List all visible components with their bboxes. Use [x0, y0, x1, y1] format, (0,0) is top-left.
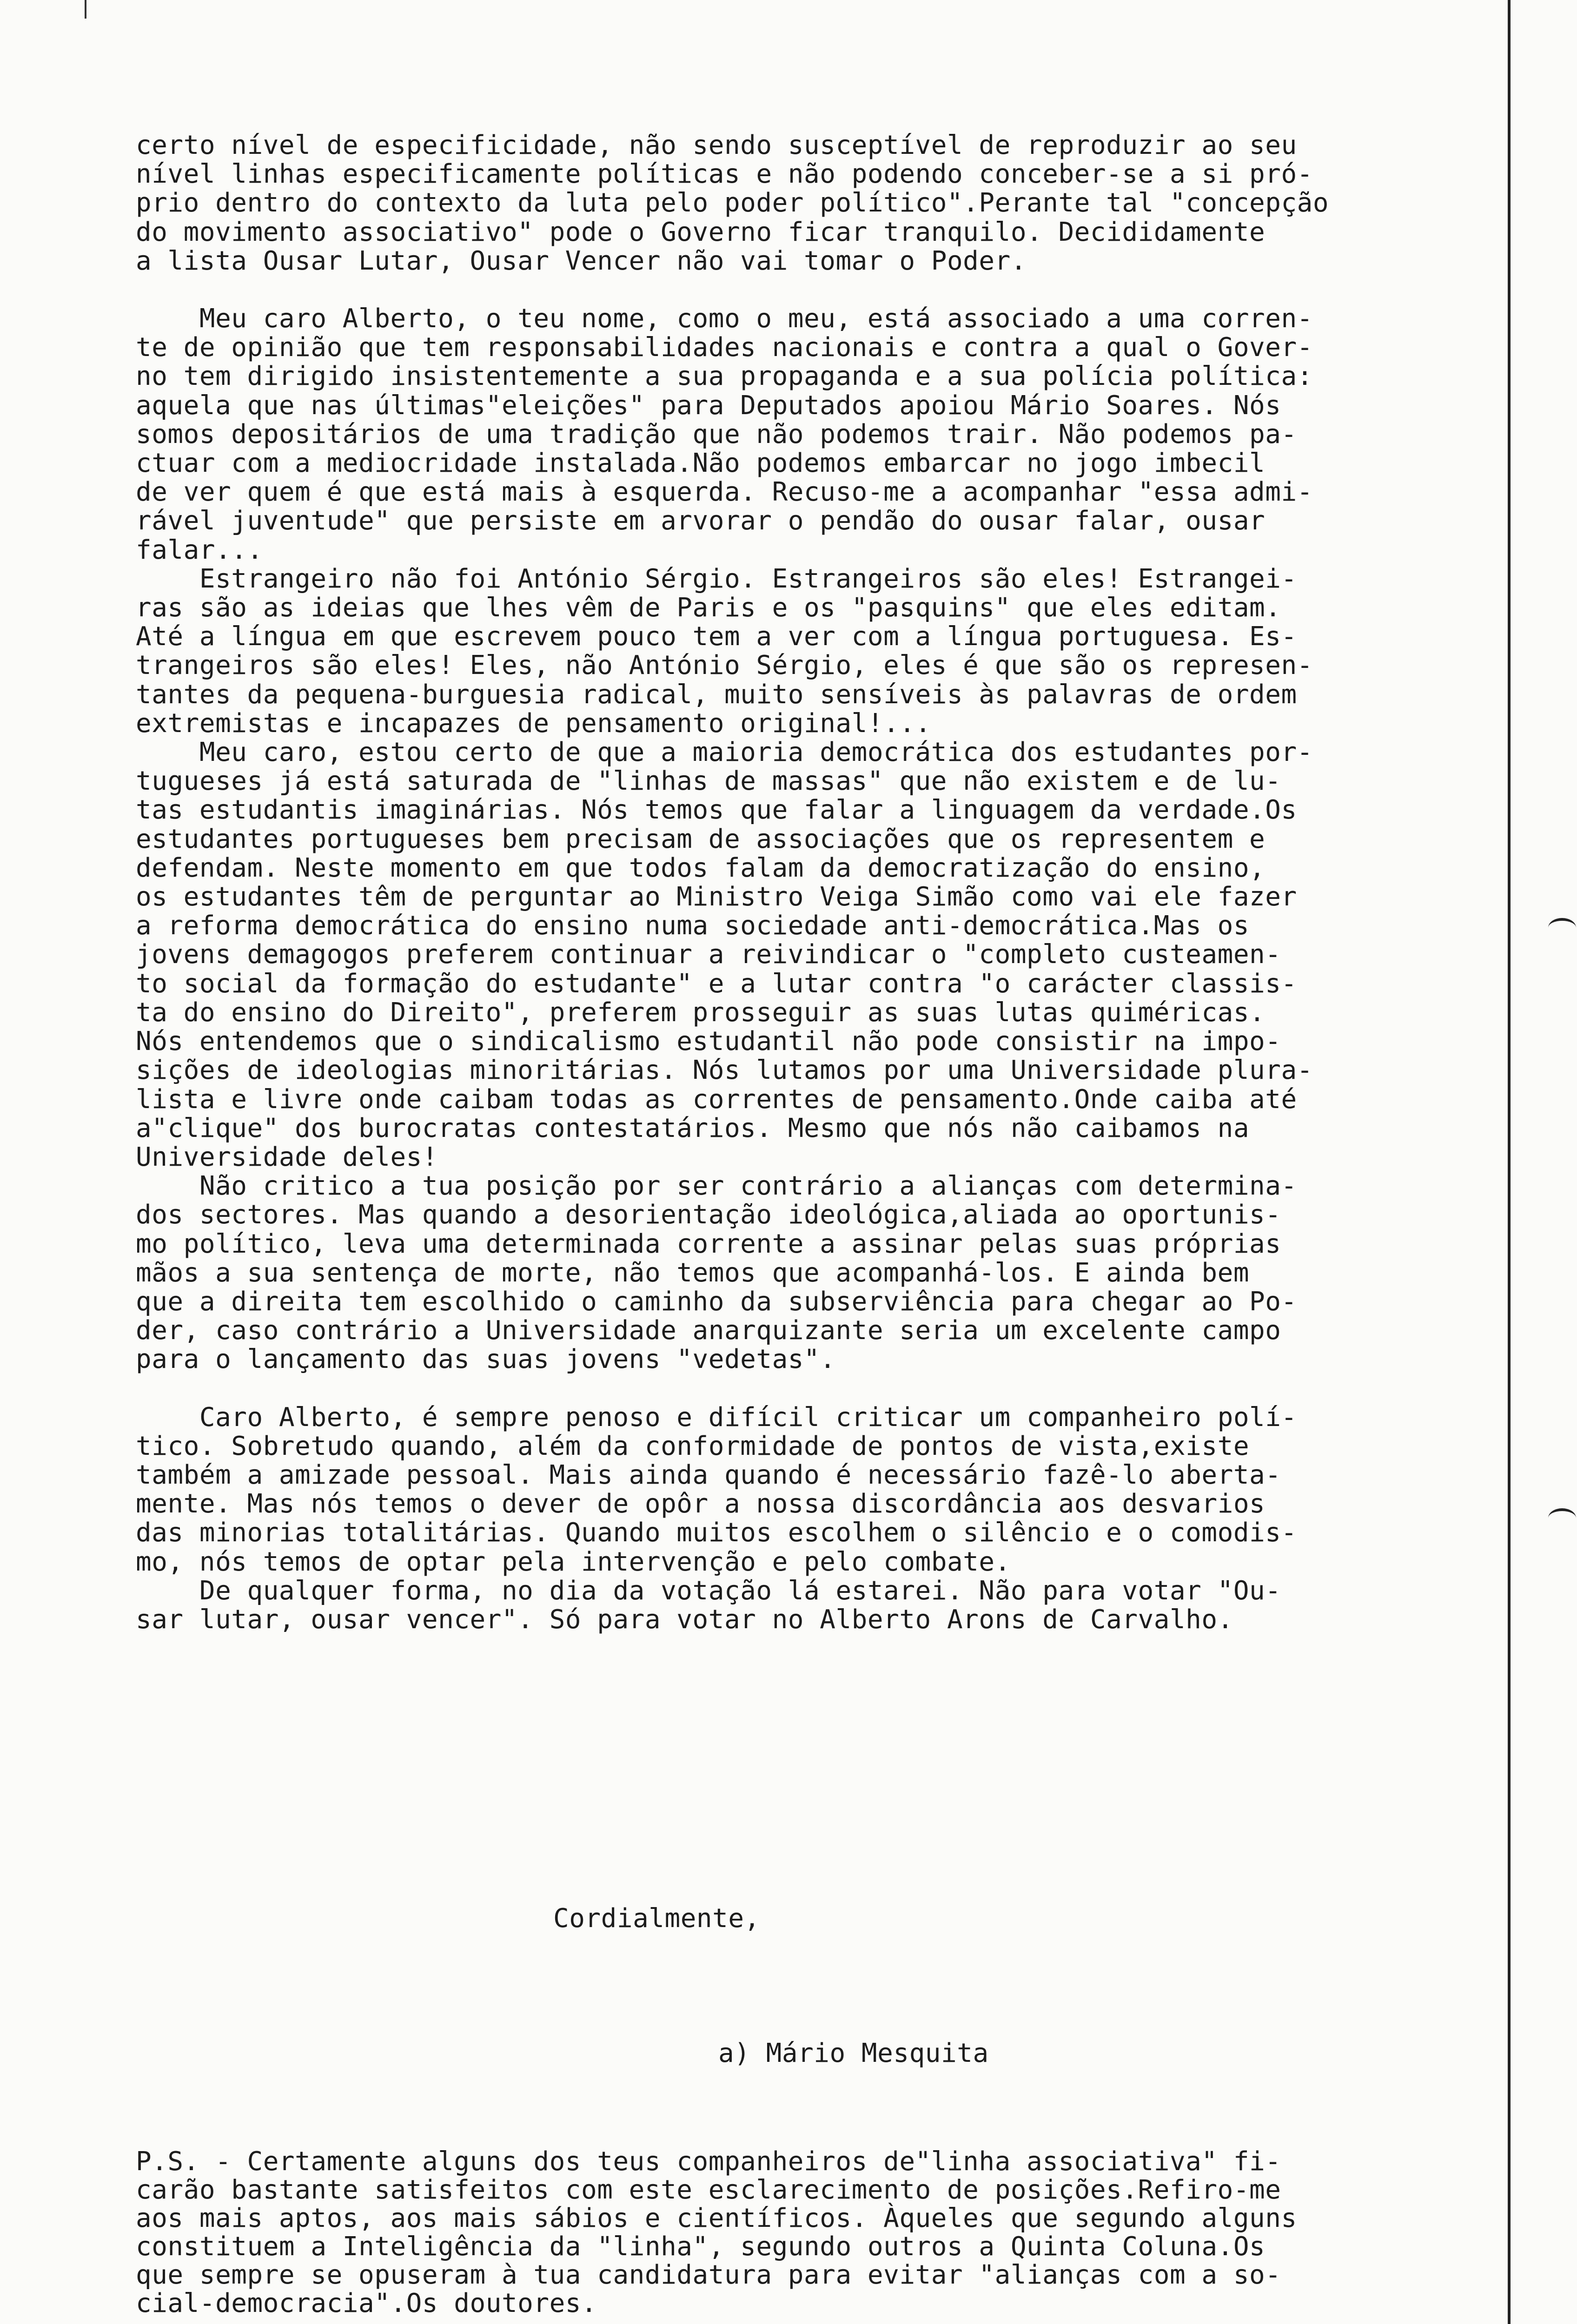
paragraph-6: Caro Alberto, é sempre penoso e difícil criticar um companheiro polí- tico. Sobretudo quando, além da conformidade de pontos de vista,existe também a amizade pessoal. Mais ainda quando é necessário fazê-lo aberta- mente. Mas nós temos o dever de opôr a nossa discordância aos desvarios das minorias totalitárias. Quando muitos escolhem o silêncio e o comodis- mo, nós temos de optar pela intervenção e pelo combate. [136, 1402, 1297, 1577]
punch-hole-mark [1548, 1508, 1576, 1528]
paragraph-4: Meu caro, estou certo de que a maioria democrática dos estudantes por- tugueses já está saturada de "linhas de massas" que não existem e de lu- tas estudantis imaginárias. Nós temos que falar a linguagem da verdade.Os estudantes portugueses bem precisam de associações que os representem e defendam. Neste momento em que todos falam da democratização do ensino, os estudantes têm de perguntar ao Ministro Veiga Simão como vai ele fazer a reforma democrática do ensino numa sociedade anti-democrática.Mas os jovens demagogos preferem continuar a reivindicar o "completo custeamen- to social da formação do estudante" e a lutar contra "o carácter classis- ta do ensino do Direito", preferem prosseguir as suas lutas quiméricas. Nós entendemos que o sindicalismo estudantil não pode consistir na impo- sições de ideologias minoritárias. Nós lutamos por uma Universidade plura- lista e livre onde caibam todas as correntes de pensamento.Onde caiba até a"clique" dos burocratas contestatários. Mesmo que nós não caibamos na Universidade deles! [136, 737, 1313, 1172]
letter-body [136, 131, 1493, 1634]
paragraph-3: Estrangeiro não foi António Sérgio. Estrangeiros são eles! Estrangei- ras são as ideias que lhes vêm de Paris e os "pasquins" que eles editam. Até a língua em que escrevem pouco tem a ver com a língua portuguesa. Es- trangeiros são eles! Eles, não António Sérgio, eles é que são os represen- tantes da pequena-burguesia radical, muito sensíveis às palavras de ordem extremistas e incapazes de pensamento original!... [136, 563, 1313, 739]
margin-tick [85, 0, 86, 19]
paragraph-1: certo nível de especificidade, não sendo susceptível de reproduzir ao seu nível linhas especificamente políticas e não podendo conceber-se a si pró- prio dentro do contexto da luta pelo poder político".Perante tal "concepção do movimento associativo" pode o Governo ficar tranquilo. Decididamente a lista Ousar Lutar, Ousar Vencer não vai tomar o Poder. [136, 130, 1329, 276]
right-margin-rule [1508, 0, 1511, 2324]
paragraph-7: De qualquer forma, no dia da votação lá estarei. Não para votar "Ou- sar lutar, ousar vencer". Só para votar no Alberto Arons de Carvalho. [136, 1575, 1281, 1635]
paragraph-5: Não critico a tua posição por ser contrário a alianças com determina- dos sectores. Mas quando a desorientação ideológica,aliada ao oportunis- mo político, leva uma determinada corrente a assinar pelas suas próprias mãos a sua sentença de morte, não temos que acompanhá-los. E ainda bem que a direita tem escolhido o caminho da subserviência para chegar ao Po- der, caso contrário a Universidade anarquizante seria um excelente campo para o lançamento das suas jovens "vedetas". [136, 1171, 1297, 1375]
signature: a) Mário Mesquita [718, 2038, 989, 2068]
postscript [136, 2147, 1493, 2317]
postscript-text: P.S. - Certamente alguns dos teus companheiros de"linha associativa" fi- carão bastante satisfeitos com este esclarecimento de posições.Refiro-me aos mais aptos, aos mais sábios e científicos. Àqueles que segundo alguns constituem a Inteligência da "linha", segundo outros a Quinta Coluna.Os que sempre se opuseram à tua candidatura para evitar "alianças com a so- cial-democracia".Os doutores. [136, 2146, 1297, 2318]
paragraph-2: Meu caro Alberto, o teu nome, como o meu, está associado a uma corren- te de opinião que tem responsabilidades nacionais e contra a qual o Gover- no tem dirigido insistentemente a sua propaganda e a sua polícia política: aquela que nas últimas"eleições" para Deputados apoiou Mário Soares. Nós somos depositários de uma tradição que não podemos trair. Não podemos pa- ctuar com a mediocridade instalada.Não podemos embarcar no jogo imbecil de ver quem é que está mais à esquerda. Recuso-me a acompanhar "essa admi- rável juventude" que persiste em arvorar o pendão do ousar falar, ousar falar... [136, 304, 1313, 565]
punch-hole-mark [1548, 918, 1576, 938]
closing-salutation: Cordialmente, [553, 1903, 760, 1934]
